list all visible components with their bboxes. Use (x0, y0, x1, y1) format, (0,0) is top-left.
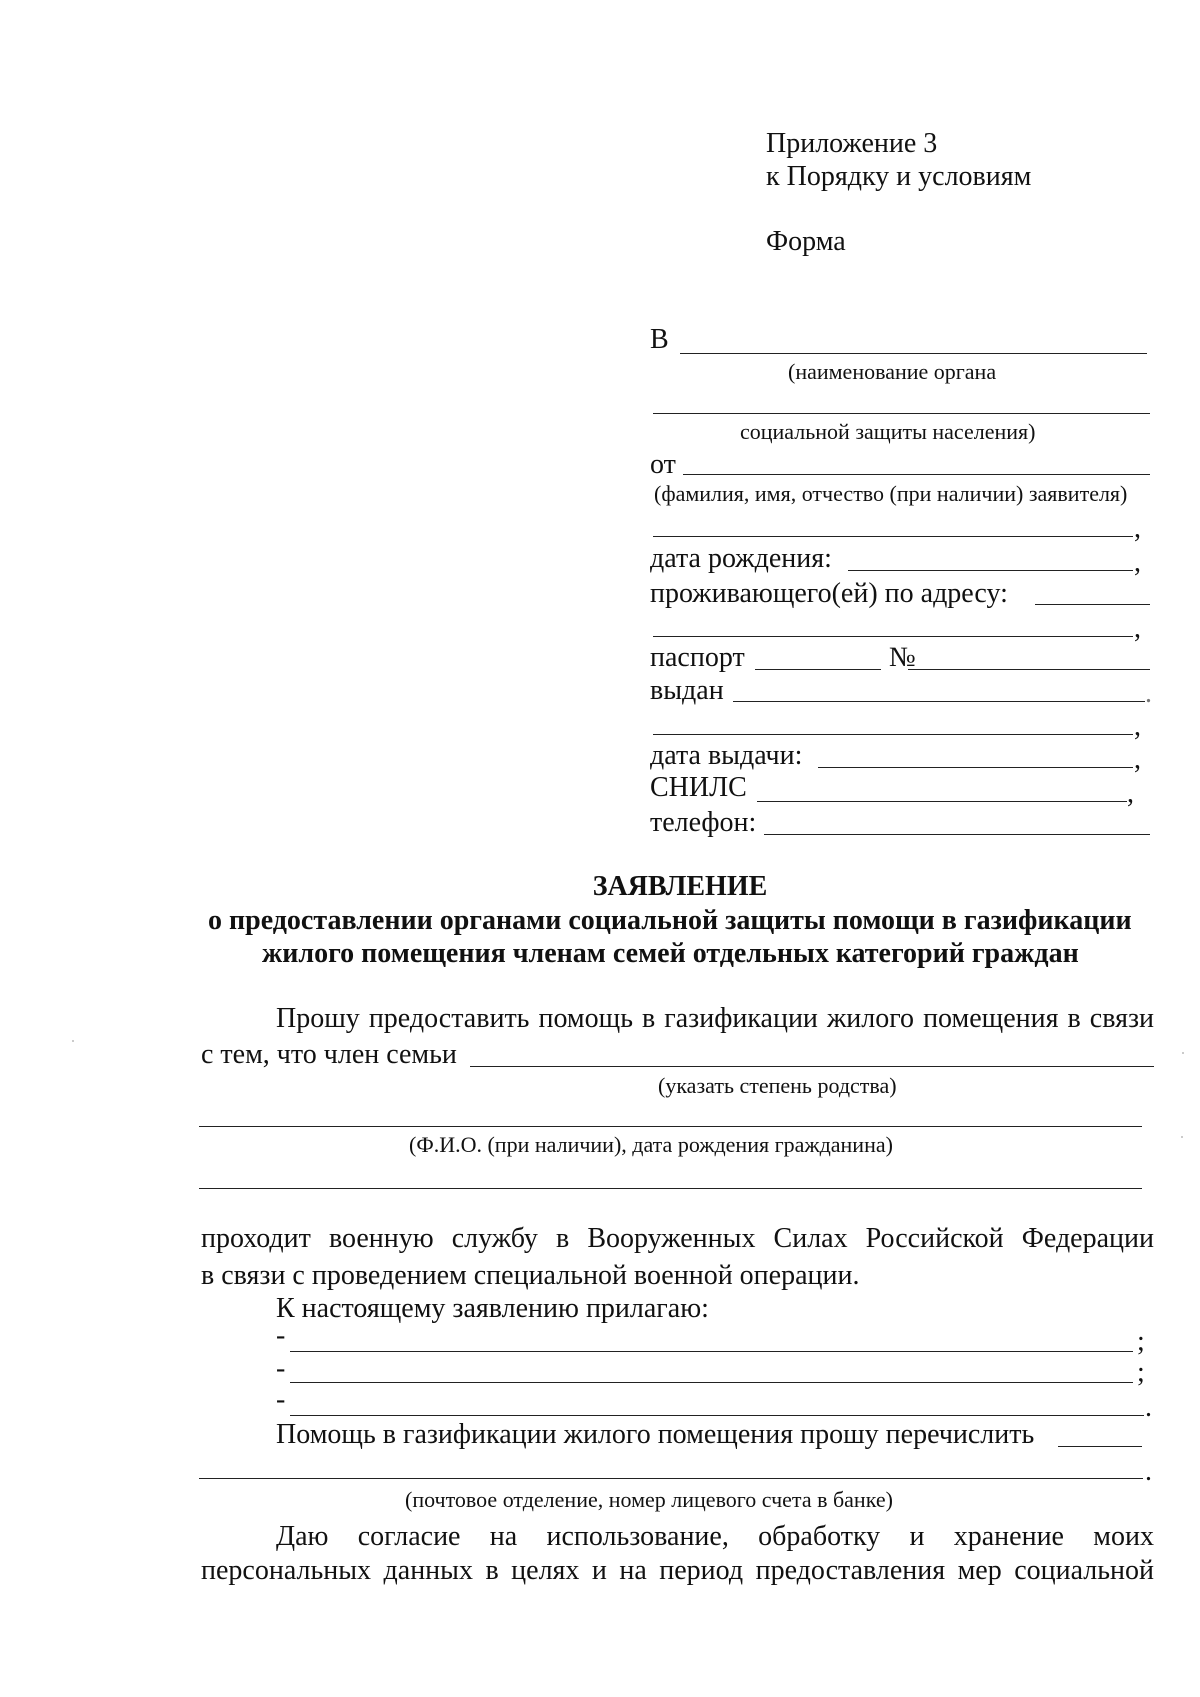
address-label: проживающего(ей) по адресу: (650, 578, 1008, 609)
applicant-fio-field-2[interactable] (653, 536, 1133, 537)
attachments-label: К настоящему заявлению прилагаю: (276, 1293, 709, 1324)
issue-date-label: дата выдачи: (650, 740, 803, 771)
comma: , (1134, 547, 1141, 578)
scan-speck (1181, 1136, 1183, 1138)
organ-name-hint: (наименование органа (788, 359, 997, 384)
semicolon: ; (1137, 1357, 1145, 1388)
passport-number-field[interactable] (908, 669, 1150, 670)
document-subtitle-2: жилого помещения членам семей отдельных категорий граждан (262, 938, 1079, 969)
address-field-2[interactable] (653, 636, 1133, 637)
passport-series-field[interactable] (755, 669, 881, 670)
consent-line-2: персональных данных в целях и на период предоставления мер социальной (201, 1555, 1154, 1586)
service-line-2: в связи с проведением специальной военной операции. (201, 1260, 860, 1291)
bank-details-hint: (почтовое отделение, номер лицевого счета в банке) (405, 1487, 893, 1512)
appendix-number: Приложение 3 (766, 128, 938, 159)
attachment-field-2[interactable] (290, 1382, 1133, 1383)
number-sign: № (889, 642, 916, 673)
bank-details-field[interactable] (199, 1478, 1143, 1479)
issued-by-field-2[interactable] (653, 734, 1133, 735)
consent-line-1: Даю согласие на использование, обработку и хранение моих (276, 1521, 1154, 1552)
kinship-field[interactable] (470, 1066, 1154, 1067)
document-title: ЗАЯВЛЕНИЕ (592, 871, 768, 902)
request-line-1: Прошу предоставить помощь в газификации жилого помещения в связи (276, 1003, 1154, 1034)
request-line-2: с тем, что член семьи (201, 1039, 457, 1070)
family-member-fio-field-2[interactable] (199, 1188, 1142, 1189)
document-subtitle-1: о предоставлении органами социальной защиты помощи в газификации (208, 905, 1132, 936)
attachment-field-3[interactable] (290, 1415, 1144, 1416)
comma: , (1134, 744, 1141, 775)
applicant-fio-field[interactable] (683, 474, 1150, 475)
transfer-field[interactable] (1058, 1446, 1142, 1447)
snils-field[interactable] (757, 801, 1127, 802)
address-field[interactable] (1035, 604, 1150, 605)
issued-label: выдан (650, 675, 724, 706)
scan-speck (1182, 1052, 1184, 1054)
organ-name-field[interactable] (680, 353, 1147, 354)
scan-speck (72, 1040, 74, 1042)
attachment-field-1[interactable] (290, 1351, 1133, 1352)
snils-label: СНИЛС (650, 772, 747, 803)
organ-name-field-2[interactable] (653, 413, 1150, 414)
family-member-fio-field[interactable] (199, 1126, 1142, 1127)
applicant-fio-hint: (фамилия, имя, отчество (при наличии) заявителя) (654, 481, 1128, 506)
service-line-1: проходит военную службу в Вооруженных Силах Российской Федерации (201, 1223, 1154, 1254)
appendix-reference: к Порядку и условиям (766, 161, 1032, 192)
dash: - (276, 1353, 286, 1384)
transfer-label: Помощь в газификации жилого помещения прошу перечислить (276, 1419, 1035, 1450)
period: . (1145, 1392, 1152, 1423)
phone-label: телефон: (650, 807, 757, 838)
kinship-hint: (указать степень родства) (658, 1073, 897, 1098)
to-prefix: В (650, 324, 669, 355)
birth-date-label: дата рождения: (650, 543, 832, 574)
comma: , (1134, 613, 1141, 644)
dot: . (1145, 678, 1152, 709)
comma: , (1134, 711, 1141, 742)
family-member-fio-hint: (Ф.И.О. (при наличии), дата рождения гражданина) (409, 1132, 893, 1157)
organ-name-hint-2: социальной защиты населения) (740, 419, 1036, 444)
issued-by-field[interactable] (733, 701, 1145, 702)
from-prefix: от (650, 449, 676, 480)
comma: , (1134, 513, 1141, 544)
comma: , (1127, 778, 1134, 809)
phone-field[interactable] (764, 834, 1150, 835)
birth-date-field[interactable] (848, 570, 1133, 571)
period: . (1145, 1456, 1152, 1487)
passport-label: паспорт (650, 642, 745, 673)
dash: - (276, 1320, 286, 1351)
form-label: Форма (766, 226, 846, 257)
dash: - (276, 1384, 286, 1415)
semicolon: ; (1137, 1326, 1145, 1357)
issue-date-field[interactable] (818, 767, 1133, 768)
